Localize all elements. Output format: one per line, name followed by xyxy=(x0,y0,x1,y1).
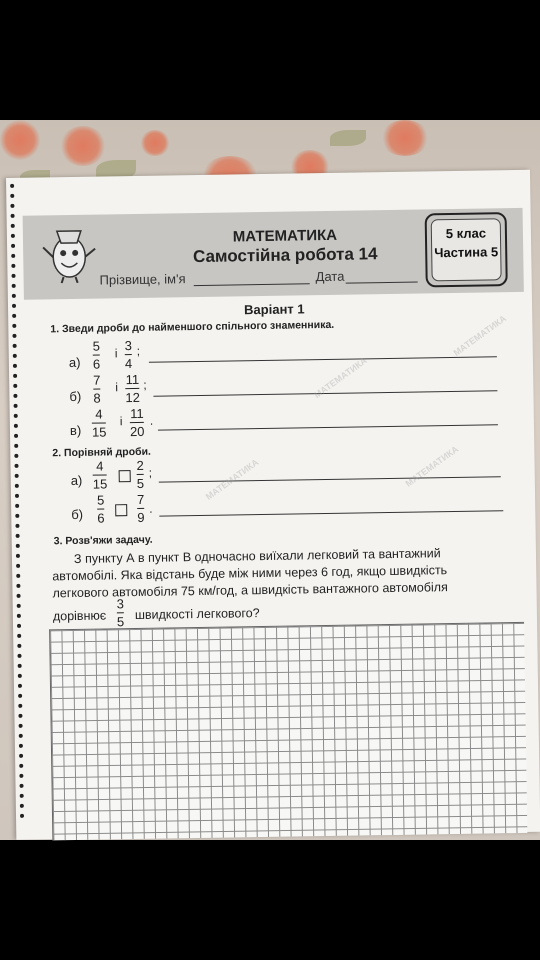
binding-hole xyxy=(16,584,20,588)
conjunction: і xyxy=(115,380,119,395)
numerator: 5 xyxy=(92,338,101,354)
task3-fraction xyxy=(117,596,125,629)
punctuation: ; xyxy=(136,343,141,358)
item-label: б) xyxy=(71,506,84,523)
item-label: а) xyxy=(70,472,83,489)
binding-hole xyxy=(14,404,18,408)
binding-hole xyxy=(20,814,24,818)
binding-hole xyxy=(14,454,18,458)
compare-box[interactable] xyxy=(115,504,127,516)
binding-hole xyxy=(12,284,16,288)
binding-hole xyxy=(12,334,16,338)
binding-hole xyxy=(15,484,19,488)
binding-hole xyxy=(14,424,18,428)
binding-hole xyxy=(18,714,22,718)
numerator: 11 xyxy=(125,371,140,388)
flower-decoration xyxy=(0,120,40,160)
fraction xyxy=(92,406,107,439)
date-label: Дата xyxy=(315,268,345,285)
binding-hole xyxy=(20,794,24,798)
watermark: МАТЕМАТИКА xyxy=(312,355,369,401)
binding-hole xyxy=(17,604,21,608)
answer-line[interactable] xyxy=(158,424,498,430)
grid-workspace[interactable] xyxy=(49,622,527,840)
task1-title: 1. Зведи дроби до найменшого спільного знаменника. xyxy=(50,318,335,336)
task3-title: 3. Розв'яжи задачу. xyxy=(53,533,153,548)
binding-hole xyxy=(19,774,23,778)
watermark: МАТЕМАТИКА xyxy=(451,313,509,358)
binding-hole xyxy=(11,234,15,238)
answer-line[interactable] xyxy=(149,356,497,362)
part-label: Частина 5 xyxy=(434,244,499,261)
binding-hole xyxy=(13,394,17,398)
answer-line[interactable] xyxy=(159,476,501,482)
binding-hole xyxy=(17,644,21,648)
binding-hole xyxy=(19,764,23,768)
watermark: МАТЕМАТИКА xyxy=(203,457,261,502)
binding-hole xyxy=(16,544,20,548)
numerator: 2 xyxy=(136,457,144,473)
binding-hole xyxy=(14,414,18,418)
binding-hole xyxy=(17,634,21,638)
binding-hole xyxy=(13,374,17,378)
binding-hole xyxy=(14,434,18,438)
binding-hole xyxy=(11,244,15,248)
binding-hole xyxy=(16,564,20,568)
binding-hole xyxy=(18,674,22,678)
denominator: 4 xyxy=(124,356,133,372)
binding-hole xyxy=(11,264,15,268)
binding-hole xyxy=(17,594,21,598)
grade-label: 5 клас xyxy=(445,225,487,242)
binding-hole xyxy=(12,304,16,308)
denominator: 20 xyxy=(129,423,145,440)
numerator: 3 xyxy=(124,338,132,354)
binding-hole xyxy=(12,324,16,328)
binding-hole xyxy=(19,754,23,758)
name-label: Прізвище, ім'я xyxy=(99,271,186,288)
punctuation: . xyxy=(149,413,154,428)
binding-hole xyxy=(13,364,17,368)
worksheet-page xyxy=(6,170,540,840)
item-label: б) xyxy=(69,388,82,405)
task3-line-1: З пункту А в пункт В одночасно виїхали легковий та вантажний xyxy=(73,546,441,566)
grade-box xyxy=(425,212,508,287)
binding-hole xyxy=(18,684,22,688)
pencil-mascot-icon xyxy=(41,217,98,284)
denominator: 15 xyxy=(91,424,107,440)
denominator: 5 xyxy=(136,475,145,491)
leaf-decoration xyxy=(330,130,366,146)
fraction xyxy=(136,458,144,491)
numerator: 11 xyxy=(130,405,144,422)
binding-hole xyxy=(12,314,16,318)
fraction xyxy=(93,373,101,406)
punctuation: ; xyxy=(148,465,153,480)
watermark: МАТЕМАТИКА xyxy=(403,443,461,489)
binding-hole xyxy=(10,194,14,198)
binding-hole xyxy=(15,494,19,498)
binding-hole xyxy=(16,534,20,538)
work-title: Самостійна робота 14 xyxy=(192,244,378,267)
conjunction: і xyxy=(119,414,123,429)
compare-box[interactable] xyxy=(119,470,131,482)
binding-hole xyxy=(13,354,17,358)
binding-hole xyxy=(19,734,23,738)
task3-line-4-after: швидкості легкового? xyxy=(134,606,260,623)
denominator: 6 xyxy=(92,356,101,372)
binding-hole xyxy=(18,664,22,668)
binding-hole xyxy=(20,784,24,788)
binding-hole xyxy=(14,444,18,448)
binding-hole xyxy=(19,744,23,748)
item-label: а) xyxy=(68,354,81,371)
numerator: 4 xyxy=(96,458,104,474)
task3-line-3: легкового автомобіля 75 км/год, а швидкість вантажного автомобіля xyxy=(52,580,448,601)
binding-hole xyxy=(17,654,21,658)
binding-hole xyxy=(19,724,23,728)
binding-hole xyxy=(12,274,16,278)
binding-hole xyxy=(15,514,19,518)
task3-line-4-before: дорівнює xyxy=(52,608,107,624)
binding-hole xyxy=(20,804,24,808)
binding-hole xyxy=(16,574,20,578)
denominator: 12 xyxy=(125,389,141,406)
fraction xyxy=(97,492,105,525)
binding-hole xyxy=(15,504,19,508)
task3-line-2: автомобілі. Яка відстань буде між ними через 6 год, якщо швидкість xyxy=(52,563,448,584)
binding-hole xyxy=(10,184,14,188)
binding-hole xyxy=(16,554,20,558)
fraction xyxy=(93,339,101,372)
numerator: 7 xyxy=(136,491,145,507)
binding-hole xyxy=(12,294,16,298)
binding-hole xyxy=(15,474,19,478)
denominator: 9 xyxy=(137,509,145,525)
binding-hole xyxy=(18,694,22,698)
fraction xyxy=(137,492,145,525)
denominator: 6 xyxy=(97,510,105,526)
punctuation: . xyxy=(149,501,153,516)
numerator: 3 xyxy=(116,596,125,612)
subject-title: МАТЕМАТИКА xyxy=(232,226,338,246)
fraction xyxy=(92,458,107,491)
numerator: 5 xyxy=(96,492,105,508)
numerator: 4 xyxy=(95,406,103,422)
binding-hole xyxy=(15,524,19,528)
denominator: 8 xyxy=(93,390,101,406)
binding-hole xyxy=(18,704,22,708)
numerator: 7 xyxy=(93,372,101,388)
fraction xyxy=(125,338,133,371)
binding-hole xyxy=(13,344,17,348)
variant-title: Варіант 1 xyxy=(243,301,305,318)
denominator: 15 xyxy=(92,476,108,492)
binding-hole xyxy=(17,614,21,618)
binding-hole xyxy=(10,204,14,208)
task2-title: 2. Порівняй дроби. xyxy=(52,445,152,460)
binding-hole xyxy=(11,224,15,228)
item-label: в) xyxy=(69,422,82,439)
fraction xyxy=(130,406,145,439)
denominator: 5 xyxy=(116,614,125,630)
answer-line[interactable] xyxy=(159,510,503,516)
flower-decoration xyxy=(60,126,106,166)
binding-hole xyxy=(11,214,15,218)
punctuation: ; xyxy=(143,377,147,392)
binding-hole xyxy=(13,384,17,388)
flower-decoration xyxy=(140,130,170,156)
binding-hole xyxy=(17,624,21,628)
binding-hole xyxy=(11,254,15,258)
binding-hole xyxy=(14,464,18,468)
conjunction: і xyxy=(114,346,118,361)
fraction xyxy=(125,372,140,405)
